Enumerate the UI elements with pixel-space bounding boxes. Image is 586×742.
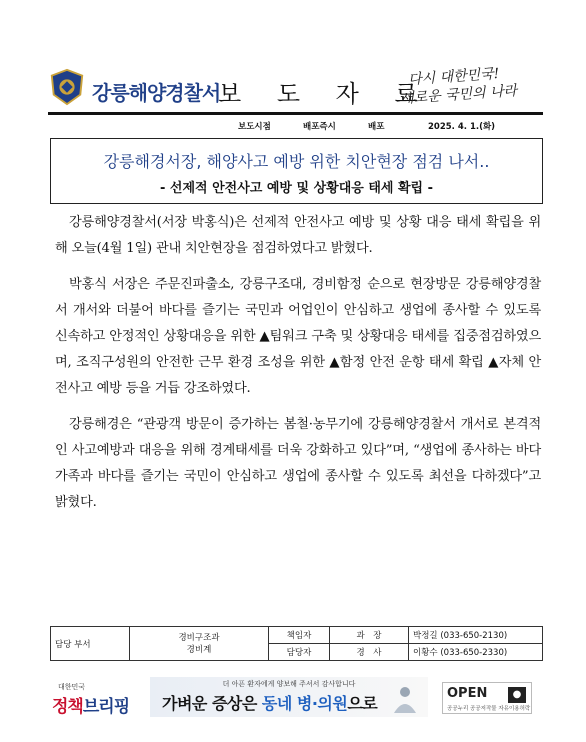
dept-label: 담당 부서 xyxy=(51,627,130,661)
government-slogan xyxy=(398,66,543,108)
team-name-1: 경비구조과 xyxy=(178,632,220,643)
slogan-line-1: 다시 대한민국! xyxy=(407,65,500,89)
headline: 강릉해경서장, 해양사고 예방 위한 치안현장 점검 나서.. xyxy=(103,152,490,171)
attribution-person-icon: ● xyxy=(508,687,526,703)
policy-briefing-logo xyxy=(52,682,130,718)
contact-person xyxy=(409,627,543,644)
kogl-open-license-logo xyxy=(442,682,532,714)
release-date-label: 배포 xyxy=(368,122,385,132)
header-divider xyxy=(48,112,543,115)
dept-teams xyxy=(130,627,269,661)
headline-box xyxy=(50,138,543,204)
organization-name: 강릉해양경찰서 xyxy=(92,81,221,105)
release-info xyxy=(200,118,545,134)
document-type-title: 보 도 자 료 xyxy=(218,80,432,108)
release-time-label: 보도시점 xyxy=(238,122,271,132)
doctor-figure-icon xyxy=(390,685,420,713)
coast-guard-emblem-icon xyxy=(48,68,86,106)
contact-phone: (033-650-2130) xyxy=(440,631,508,641)
open-license-title: OPEN xyxy=(447,686,488,701)
press-header xyxy=(48,60,543,110)
body-paragraph-1: 강릉해양경찰서(서장 박홍식)은 선제적 안전사고 예방 및 상황 대응 태세 확립을 위해 오늘(4월 1일) 관내 치안현장을 점검하였다고 밝혔다. xyxy=(55,215,541,256)
release-time-value: 배포즉시 xyxy=(303,122,336,132)
banner-caption: 더 아픈 환자에게 양보해 주셔서 감사합니다 xyxy=(222,680,356,688)
contact-phone: (033-650-2330) xyxy=(440,648,508,658)
body-paragraph-2: 박홍식 서장은 주문진파출소, 강릉구조대, 경비함정 순으로 현장방문 강릉해양경찰서 개서와 더불어 바다를 즐기는 국민과 어업인이 안심하고 생업에 종사할 수 있도록 신속하고 안정적인 상황대응을 위한 ▲팀워크 구축 및 상황대응 태세를 집중점검하였으며, 조직구성원의 안전한 근무 환경 조성을 위한 ▲함정 안전 운항 태세 확립 ▲자체 안전사고 예방 등을 거듭 강조하였다. xyxy=(55,277,541,396)
slogan-line-2: 새로운 국민의 나라 xyxy=(399,82,518,108)
contact-role: 담당자 xyxy=(269,644,330,661)
subheadline: - 선제적 안전사고 예방 및 상황대응 태세 확립 - xyxy=(159,181,434,196)
article-body xyxy=(55,210,541,526)
team-name-2: 경비계 xyxy=(186,644,212,655)
contact-name: 박정길 xyxy=(413,631,438,641)
contact-role: 책임자 xyxy=(269,627,330,644)
contact-position: 경 사 xyxy=(330,644,409,661)
contact-row xyxy=(51,627,543,644)
release-date-value: 2025. 4. 1.(화) xyxy=(428,122,496,132)
policy-logo-small-text: 대한민국 xyxy=(58,683,86,691)
open-license-subtext: 공공누리 공공저작물 자유이용허락 xyxy=(447,706,531,712)
body-paragraph-3: 강릉해경은 “관광객 방문이 증가하는 봄철·농무기에 강릉해양경찰서 개서로 본격적인 사고예방과 대응을 위해 경계태세를 더욱 강화하고 있다”며, “생업에 종사하는 바다가족과 바다를 즐기는 국민이 안심하고 생업에 종사할 수 있도록 최선을 다하겠다”고 밝혔다. xyxy=(55,417,541,510)
contact-position: 과 장 xyxy=(330,627,409,644)
policy-logo-text: 정책브리핑 xyxy=(52,697,130,717)
contact-table xyxy=(50,626,543,661)
banner-headline: 가벼운 증상은 동네 병·의원으로 xyxy=(162,694,378,713)
public-campaign-banner xyxy=(150,677,428,717)
contact-person xyxy=(409,644,543,661)
contact-name: 이황수 xyxy=(413,648,438,658)
